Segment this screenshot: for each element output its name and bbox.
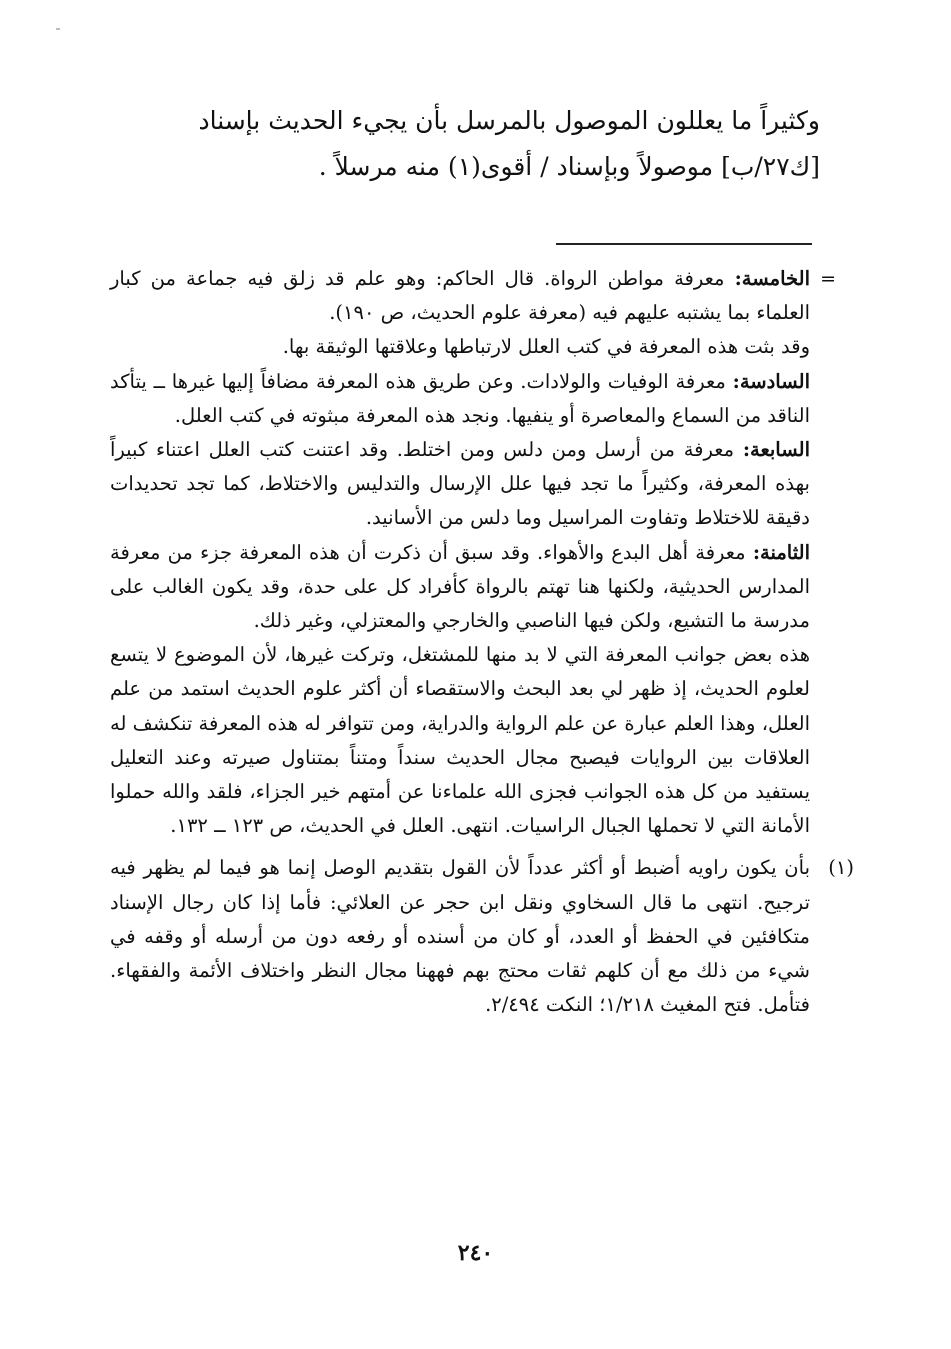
para-label: السابعة: bbox=[742, 438, 810, 462]
main-text-line: وكثيراً ما يعللون الموصول بالمرسل بأن يجيء الحديث بإسناد bbox=[198, 106, 820, 135]
footnote-separator bbox=[556, 243, 812, 245]
para-label: الثامنة: bbox=[752, 540, 810, 564]
page-number: ٢٤٠ bbox=[457, 1240, 494, 1266]
footnotes bbox=[110, 262, 854, 1022]
para-text: معرفة مواطن الرواة. قال الحاكم: وهو علم قد زلق فيه جماعة من كبار العلماء بما يشتبه عليهم فيه (معرفة علوم الحديث، ص ١٩٠). bbox=[110, 267, 810, 325]
para-text: معرفة من أرسل ومن دلس ومن اختلط. وقد اعتنت كتب العلل اعتناء كبيراً بهذه المعرفة، وكثيراً ما تجد فيها علل الإرسال والتدليس والاختلاط، كما تجد تحديدات دقيقة للاختلاط وتفاوت المراسيل وما دلس من الأسانيد. bbox=[110, 438, 810, 530]
note-paragraph bbox=[110, 433, 810, 536]
main-text bbox=[130, 98, 820, 190]
scan-speck bbox=[56, 28, 60, 30]
continuation-mark: = bbox=[820, 268, 836, 290]
para-text: معرفة الوفيات والولادات. وعن طريق هذه المعرفة مضافاً إليها غيرها ــ يتأكد الناقد من السماع والمعاصرة أو ينفيها. ونجد هذه المعرفة مبثوته في كتب العلل. bbox=[110, 369, 810, 427]
note-paragraph bbox=[110, 262, 810, 330]
para-label: السادسة: bbox=[732, 369, 810, 393]
para-text: وقد بثت هذه المعرفة في كتب العلل لارتباطها وعلاقتها الوثيقة بها. bbox=[282, 335, 810, 359]
footnote-number: (١) bbox=[828, 856, 854, 880]
main-text-line: [ك٢٧/ب] موصولاً وبإسناد / أقوى(١) منه مرسلاً . bbox=[318, 152, 820, 181]
note-paragraph bbox=[110, 536, 810, 639]
para-text: معرفة أهل البدع والأهواء. وقد سبق أن ذكرت أن هذه المعرفة جزء من معرفة المدارس الحديثية، ولكنها هنا تهتم بالرواة كأفراد كل على حدة، وقد يكون الغالب على مدرسة ما التشيع، ولكن فيها الناصبي والخارجي والمعتزلي، وغير ذلك. bbox=[110, 540, 810, 633]
footnote-text: بأن يكون راويه أضبط أو أكثر عدداً لأن القول بتقديم الوصل إنما هو فيما لم يظهر فيه ترجيح. انتهى ما قال السخاوي ونقل ابن حجر عن العلائي: فأما إذا كان رجال الإسناد متكافئين في الحفظ أو العدد، أو كان من أسنده أو رفعه دون من أرسله أو وقفه في شيء من ذلك مع أن كلهم ثقات محتج بهم فههنا مجال النظر واختلاف الأئمة والفقهاء. فتأمل. فتح المغيث ١/٢١٨؛ النكت ٢/٤٩٤. bbox=[110, 856, 810, 1017]
footnote-1 bbox=[110, 851, 854, 1022]
note-paragraph bbox=[110, 365, 810, 433]
para-label: الخامسة: bbox=[734, 267, 810, 290]
note-paragraph bbox=[110, 638, 810, 843]
note-paragraph bbox=[110, 330, 810, 364]
para-text: هذه بعض جوانب المعرفة التي لا بد منها للمشتغل، وتركت غيرها، لأن الموضوع لا يتسع لعلوم الحديث، إذ ظهر لي بعد البحث والاستقصاء أن أكثر علوم الحديث استمد من علم العلل، وهذا العلم عبارة عن علم الرواية والدراية، ومن تتوافر له هذه المعرفة تنكشف له العلاقات بين الروايات فيصبح مجال الحديث سنداً ومتناً بمتناول صيرته وعند التعليل يستفيد من كل هذه الجوانب فجزى الله علماءنا عن أمتهم خير الجزاء، فلقد والله حملوا الأمانة التي لا تحملها الجبال الراسيات. انتهى. العلل في الحديث، ص ١٢٣ ــ ١٣٢. bbox=[110, 643, 810, 838]
continued-footnote bbox=[110, 262, 836, 843]
